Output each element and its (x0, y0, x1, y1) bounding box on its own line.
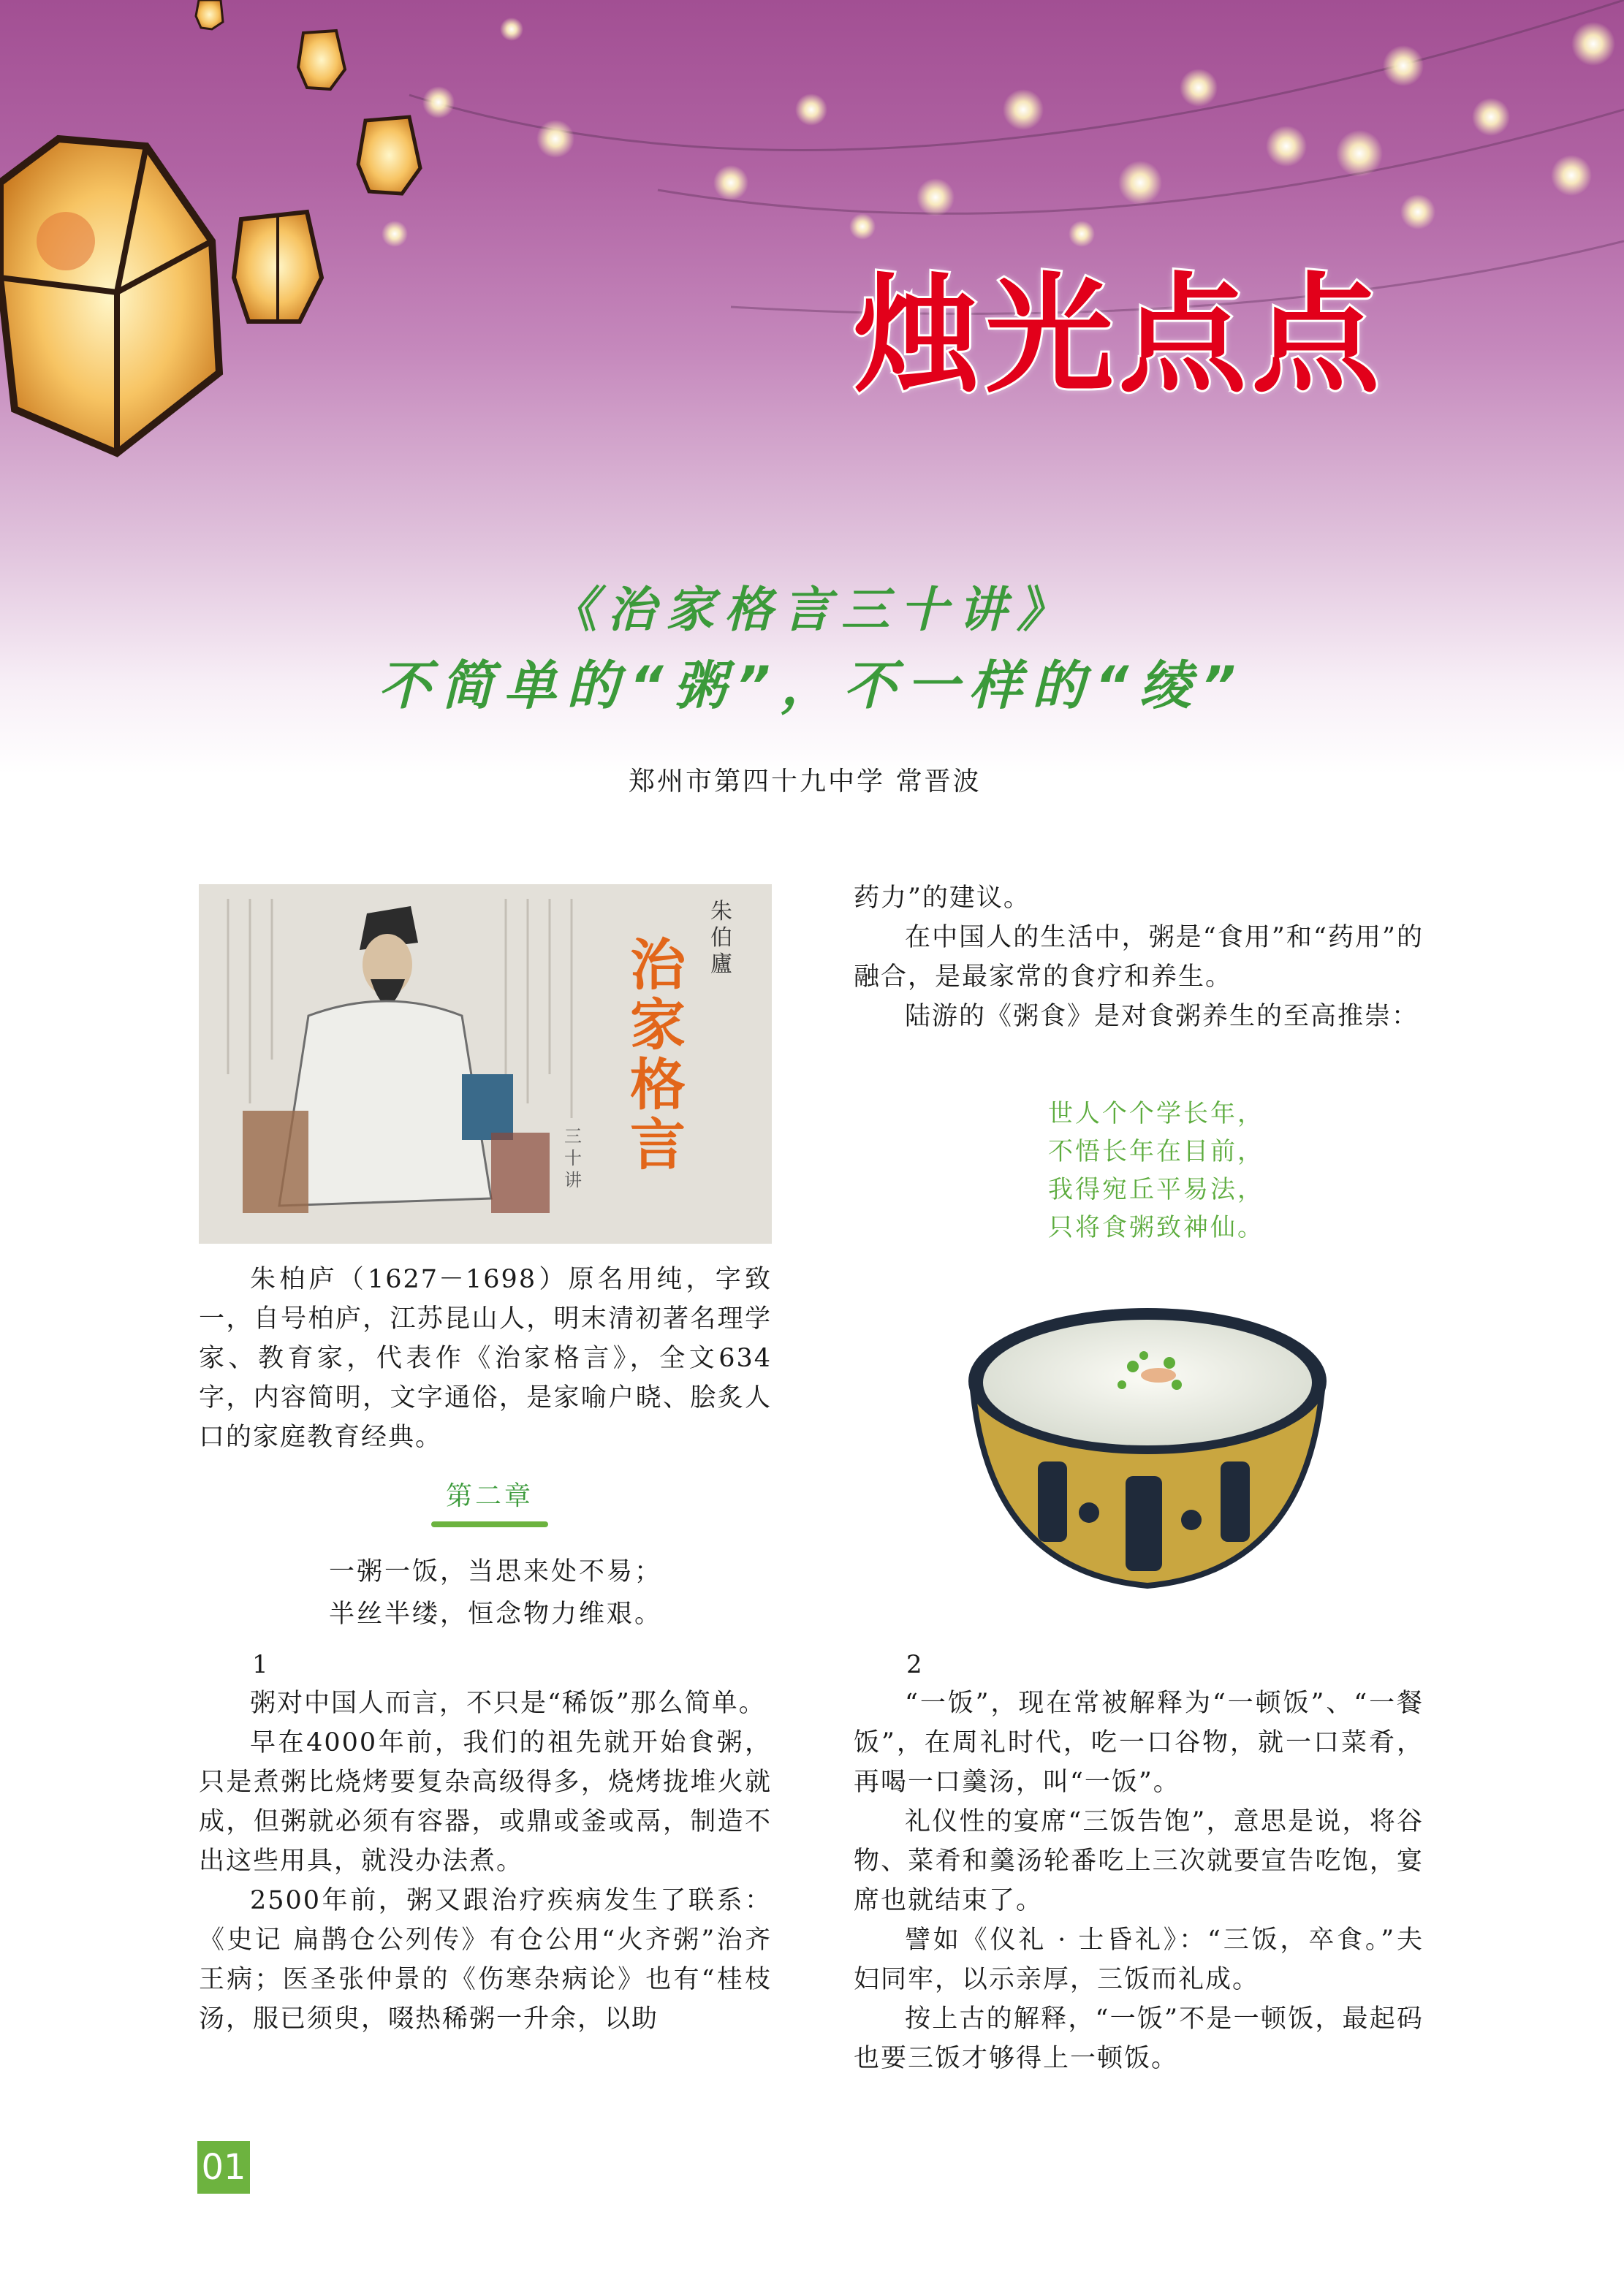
masthead-title: 烛光点点 (851, 261, 1384, 411)
chapter-heading: 第二章 (445, 1481, 534, 1511)
body-paragraph: 按上古的解释，“一饭”不是一顿饭，最起码也要三饭才够得上一顿饭。 (854, 2004, 1424, 2073)
poem (1048, 1095, 1355, 1247)
body-paragraph: “一饭”，现在常被解释为“一顿饭”、“一餐饭”，在周礼时代，吃一口谷物，就一口菜肴，再喝一口羹汤，叫“一饭”。 (854, 1689, 1424, 1797)
zhu-bailu-portrait-image (199, 884, 772, 1244)
right-top-text (854, 878, 1424, 1036)
poem-line: 我得宛丘平易法， (1048, 1175, 1264, 1204)
portrait-name-label: 朱伯廬 (710, 899, 732, 977)
section-number-1: 1 (252, 1650, 268, 1679)
small-lantern-4 (196, 0, 223, 29)
body-paragraph: 2500年前，粥又跟治疗疾病发生了联系：《史记 扁鹊仓公列传》有仓公用“火齐粥”治齐王病；医圣张仲景的《伤寒杂病论》也有“桂枝汤，服已须臾，啜热稀粥一升余，以助 (199, 1886, 772, 2034)
page-number: 01 (197, 2141, 250, 2194)
poem-line: 世人个个学长年， (1048, 1099, 1264, 1128)
poem-line: 不悟长年在目前， (1048, 1137, 1264, 1166)
body-paragraph: 药力”的建议。 (854, 883, 1031, 913)
portrait-book-title: 治家格言 (630, 932, 686, 1177)
congee-bowl-image (957, 1293, 1337, 1600)
right-body-text (854, 1684, 1424, 2078)
chapter-underline (431, 1521, 548, 1527)
body-paragraph: 在中国人的生活中，粥是“食用”和“药用”的融合，是最家常的食疗和养生。 (854, 923, 1424, 992)
portrait-subtitle: 三十讲 (564, 1126, 582, 1190)
left-intro-paragraph (199, 1260, 772, 1457)
couplet (329, 1551, 694, 1635)
small-lantern-1 (234, 212, 322, 322)
body-paragraph: 粥对中国人而言，不只是“稀饭”那么简单。 (250, 1689, 766, 1718)
body-paragraph: 譬如《仪礼 · 士昏礼》：“三饭，卒食。”夫妇同牢，以示亲厚，三饭而礼成。 (854, 1926, 1424, 1994)
section-number-2: 2 (906, 1650, 922, 1679)
body-paragraph: 早在4000年前，我们的祖先就开始食粥，只是煮粥比烧烤要复杂高级得多，烧烤拢堆火就成，但粥就必须有容器，或鼎或釜或鬲，制造不出这些用具，就没办法煮。 (199, 1728, 772, 1876)
congee-bowl-illustration (957, 1293, 1337, 1600)
body-paragraph: 礼仪性的宴席“三饭告饱”，意思是说，将谷物、菜肴和羹汤轮番吃上三次就要宣告吃饱，宴席也就结束了。 (854, 1807, 1424, 1915)
intro-text: 朱柏庐（1627－1698）原名用纯，字致一，自号柏庐，江苏昆山人，明末清初著名理学家、教育家，代表作《治家格言》，全文634字，内容简明，文字通俗，是家喻户晓、脍炙人口的家庭教育经典。 (199, 1265, 772, 1452)
article-title-line1: 《治家格言三十讲》 (549, 582, 1075, 638)
couplet-line-2: 半丝半缕，恒念物力维艰。 (329, 1600, 663, 1629)
small-lantern-2 (358, 117, 420, 194)
big-lantern (0, 139, 219, 453)
poem-line: 只将食粥致神仙。 (1048, 1213, 1264, 1242)
body-paragraph: 陆游的《粥食》是对食粥养生的至高推崇： (905, 1002, 1419, 1031)
small-lantern-3 (298, 31, 345, 89)
couplet-line-1: 一粥一饭，当思来处不易； (329, 1557, 663, 1586)
left-body-text (199, 1684, 772, 2039)
author-line: 郑州市第四十九中学 常晋波 (629, 767, 982, 797)
article-title-line2: 不简单的“粥”，不一样的“绫” (378, 655, 1246, 716)
